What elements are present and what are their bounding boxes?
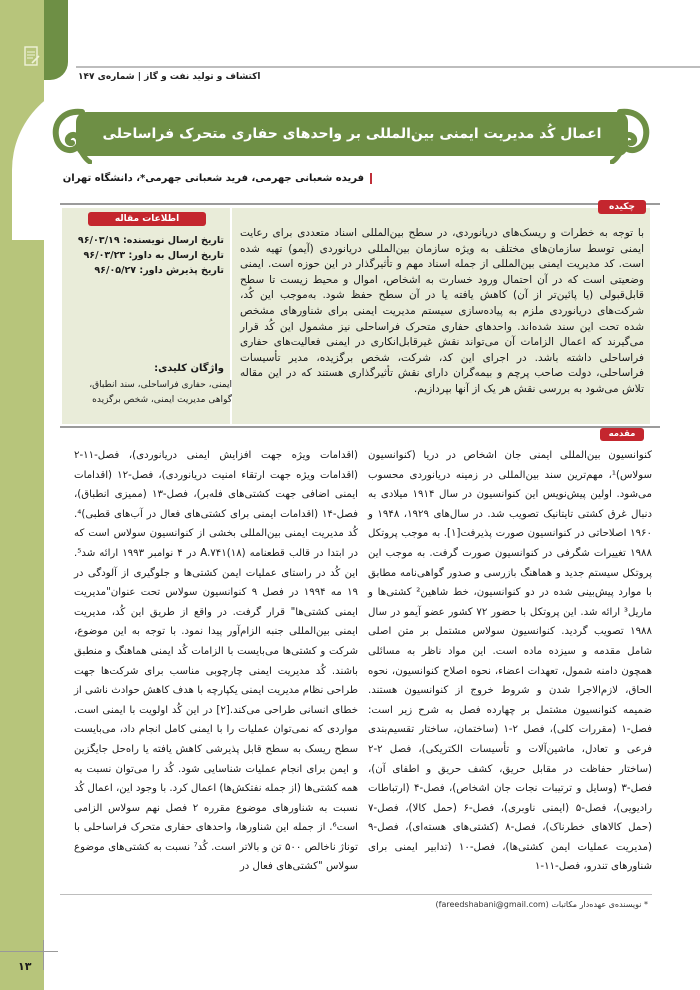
- header-rule: [76, 66, 700, 68]
- keywords-title: واژگان کلیدی:: [154, 363, 224, 374]
- intro-top-rule: [60, 426, 660, 428]
- authors-line: فریده شعبانی جهرمی، فرید شعبانی جهرمی*، دانشگاه تهران: [63, 173, 372, 184]
- corresponding-author-footnote: * نویسنده‌ی عهده‌دار مکاتبات (fareedshabani@gmail.com): [435, 900, 648, 909]
- title-banner: [76, 112, 628, 156]
- abstract-top-rule: [60, 203, 660, 205]
- document-edit-icon: [24, 46, 40, 68]
- abstract-tab: چکیده: [598, 200, 646, 214]
- article-info-tab: اطلاعات مقاله: [88, 212, 206, 226]
- date-submitted: تاریخ ارسال نویسنده: ۹۶/۰۳/۱۹: [77, 235, 224, 246]
- footnote-rule: [60, 894, 652, 895]
- date-sent-to-reviewer: تاریخ ارسال به داور: ۹۶/۰۳/۲۳: [83, 250, 224, 261]
- body-column-right: کنوانسیون بین‌المللی ایمنی جان اشخاص در دریا (کنوانسیون سولاس)¹، مهم‌ترین سند بین‌المللی در زمینه دریانوردی محسوب می‌شود. اولین پیش‌نویس این کنوانسیون در سال ۱۹۱۴ میلادی به دنبال غرق کشتی تایتانیک تصویب شد. در سال‌های ۱۹۲۹، ۱۹۴۸ و ۱۹۶۰ اصلاحاتی در کنوانسیون صورت پذیرفت[۱]. به موجب پروتکل ۱۹۸۸ تغییرات شگرفی در کنوانسیون صورت گرفت. به موجب این پروتکل سیستم جدید و هماهنگ بازرسی و صدور گواهی‌نامه مطابق با موارد پیش‌بینی شده در دو کنوانسیون، خط شاهین² کشتی‌ها و ماریل³ ارائه شد. این پروتکل با حضور ۷۲ کشور عضو آیمو در سال ۱۹۸۸ تصویب گردید. کنوانسیون سولاس مشتمل بر متن اصلی شامل مقدمه و سیزده ماده است. این مواد ناظر به مسائلی همچون دامنه شمول، تعهدات اعضاء، نحوه اصلاح کنوانسیون، نحوه الحاق، لازم‌الاجرا شدن و شروط خروج از کنوانسیون هستند. ضمیمه کنوانسیون مشتمل بر چهارده فصل به شرح زیر است: فصل-۱ (مقررات کلی)، فصل ۲-۱ (ساختمان، ساختار تقسیم‌بندی فرعی و تعادل، ماشین‌آلات و تأسیسات الکتریکی)، فصل ۲-۲ (ساختار حفاظت در مقابل حریق، کشف حریق و اطفای آن)، فصل-۳ (وسایل و ترتیبات نجات جان اشخاص)، فصل-۴ (ارتباطات رادیویی)، فصل-۵ (ایمنی ناوبری)، فصل-۶ (حمل کالا)، فصل-۷ (حمل کالاهای خطرناک)، فصل-۸ (کشتی‌های هسته‌ای)، فصل-۹ (مدیریت عملیات ایمن کشتی‌ها)، فصل-۱۰ (تدابیر ایمنی برای شناورهای تندرو، فصل-۱۱-۱: [368, 450, 652, 873]
- date-accepted: تاریخ پذیرش داور: ۹۶/۰۵/۲۷: [94, 265, 224, 276]
- left-dark-band: [44, 0, 68, 80]
- journal-issue-line: اکتشاف و تولید نفت و گاز | شماره‌ی ۱۴۷: [78, 72, 261, 82]
- page-number: ۱۳: [18, 960, 32, 973]
- ornament-right-icon: [610, 106, 650, 164]
- page-number-rule: [0, 951, 58, 952]
- keywords-list: ایمنی، حفاری فراساحلی، سند انطباق، گواهی مدیریت ایمنی، شخص برگزیده: [89, 380, 232, 405]
- article-dates: [78, 233, 224, 278]
- abstract-text: با توجه به خطرات و ریسک‌های دریانوردی، در سطح بین‌المللی اسناد متعددی برای رعایت ایمنی توسط سازمان‌های مختلف به ویژه سازمان بین‌المللی دریانوردی (آیمو) تهیه شده است. کد مدیریت ایمنی بین‌المللی از جمله اسناد مهم و تأثیرگذار در این حوزه است. ایمنی وضعیتی است که در آن احتمال ورود خسارت به اشخاص، اموال و محیط زیست تا سطح قابل‌قبولی (یا پائین‌تر از آن) کاهش یافته یا در آن سطح حفظ شود. به‌موجب این کُد، شرکت‌های دریانوردی ملزم به پیاده‌سازی سیستم مدیریت ایمنی برای شناورهای مشخص شده تحت این سند شده‌اند. واحدهای حفاری متحرک فراساحلی نیز مشمول این کُد قرار می‌گیرند که اعمال الزامات آن می‌تواند نقش غیرقابل‌انکاری در ایمنی فعالیت‌های حفاری فراساحلی داشته باشد. در اجرای این کد، شرکت، شخص برگزیده، مدیر تأسیسات فراساحلی، دولت صاحب پرچم و بیمه‌گران دارای نقش تأثیرگذاری هستند که در این مقاله تلاش می‌شود به بررسی نقش هر یک از آنها بپردازیم.: [240, 227, 644, 395]
- article-title: اعمال کُد مدیریت ایمنی بین‌المللی بر واحدهای حفاری متحرک فراساحلی: [102, 126, 602, 142]
- body-column-left: (اقدامات ویژه جهت افزایش ایمنی دریانوردی)، فصل-۱۱-۲ (اقدامات ویژه جهت ارتقاء امنیت دریانوردی)، فصل-۱۲ (اقدامات ایمنی اضافی جهت کشتی‌های فله‌بر)، فصل-۱۳ (ممیزی انطباق)، فصل-۱۴ (اقدامات ایمنی برای کشتی‌های فعال در آب‌های قطبی)⁴. کُد مدیریت ایمنی بین‌المللی بخشی از کنوانسیون سولاس است که در ابتدا در قالب قطعنامه (۱۸)A.۷۴۱ در ۴ نوامبر ۱۹۹۳ ارائه شد⁵. این کُد در راستای عملیات ایمن کشتی‌ها و جلوگیری از آلودگی در ۱۹ مه ۱۹۹۴ در فصل ۹ کنوانسیون سولاس تحت عنوان"مدیریت ایمنی کشتی‌ها" قرار گرفت. در واقع از طریق این کُد، مدیریت ایمنی بین‌المللی جنبه الزام‌آور پیدا نمود. با توجه به این موضوع، شرکت و کشتی‌ها می‌بایست با الزامات کُد ایمنی هماهنگ و منطبق باشند. کُد مدیریت ایمنی چارچوبی مناسب برای شرکت‌ها جهت طراحی نظام مدیریت ایمنی یکپارچه با هدف کاهش حوادث ناشی از خطای انسانی طراحی می‌کند.[۲] در این کُد اولویت با ایمنی است. مواردی که نمی‌توان عملیات را با ایمنی کامل انجام داد، می‌بایست سطح ریسک به سطح قابل پذیرشی کاهش یافته یا راه‌حل جایگزین و ایمن برای انجام عملیات شناسایی شود. کُد را می‌توان نسبت به همه کشتی‌ها (از جمله نفتکش‌ها) اعمال کرد. با وجود این، اعمال کُد نسبت به شناورهای موضوع مقرره ۲ فصل نهم سولاس الزامی است⁶. از جمله این شناورها، واحدهای حفاری متحرک فراساحلی با توناژ ناخالص ۵۰۰ تن و بالاتر است. کُد⁷ نسبت به کشتی‌های موضوع سولاس "کشتی‌های فعال در: [74, 450, 359, 873]
- page-number-tick: [43, 940, 44, 970]
- introduction-tab: مقدمه: [600, 428, 644, 441]
